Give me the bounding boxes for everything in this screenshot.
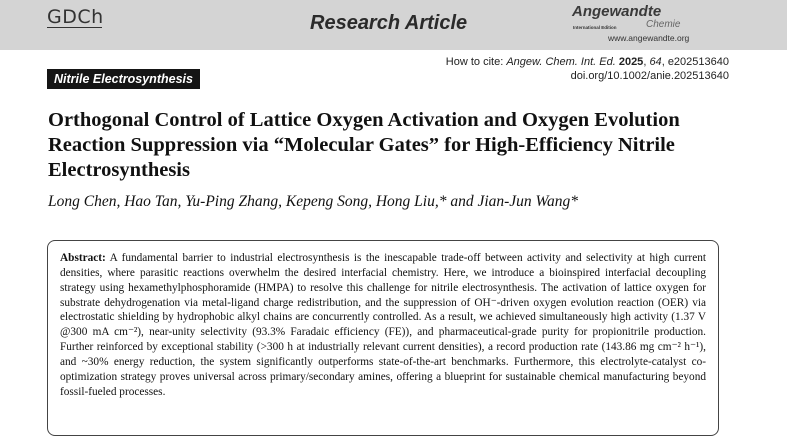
cite-sep: , bbox=[661, 56, 668, 68]
article-type-heading: Research Article bbox=[310, 12, 468, 34]
cite-volume: 64 bbox=[649, 56, 662, 68]
journal-name: Angewandte bbox=[572, 3, 662, 20]
cite-year: 2025 bbox=[618, 56, 644, 68]
journal-edition: International Edition bbox=[573, 25, 617, 30]
cite-sep: , bbox=[643, 56, 650, 68]
publisher-logo[interactable]: GDCh bbox=[47, 6, 104, 28]
abstract-text: A fundamental barrier to industrial electrosynthesis is the inescapable trade-off between activity and selectivity at high current densities, where parasitic reactions overwhelm the desired interfacial chemistry. Here, we introduce a bioinspired interfacial decoupling strategy using hexamethylphosphoramide (HMPA) to resolve this challenge for nitrile electrosynthesis. The activation of lattice oxygen for substrate dehydrogenation via metal-ligand charge redistribution, and the suppression of OH⁻-driven oxygen evolution reaction (OER) via electrostatic shielding by hydrophobic alkyl chains are concurrently controlled. As a result, we achieved simultaneously high activity (1.37 V @300 mA cm⁻²), near-unity selectivity (93.3% Faradaic efficiency (FE)), and pharmaceutical-grade purity for propionitrile production. Further reinforced by exceptional stability (>300 h at industrially relevant current densities), a record production rate (143.86 mg cm⁻² h⁻¹), and ~30% energy reduction, the system significantly outperforms state-of-the-art benchmarks. Furthermore, this electrolyte-catalyst co-optimization strategy proves universal across primary/secondary amines, offering a blueprint for sustainable chemical manufacturing beyond fossil-fueled processes. bbox=[60, 252, 706, 398]
author-list[interactable]: Long Chen, Hao Tan, Yu-Ping Zhang, Kepeng Song, Hong Liu,* and Jian-Jun Wang* bbox=[48, 193, 579, 210]
paper-title: Orthogonal Control of Lattice Oxygen Activation and Oxygen Evolution Reaction Suppression via “Molecular Gates” for High-Efficiency Nitrile Electrosynthesis bbox=[48, 109, 680, 181]
cite-journal: Angew. Chem. Int. Ed. bbox=[506, 56, 616, 68]
abstract-label: Abstract: bbox=[60, 252, 106, 264]
journal-subtitle: Chemie bbox=[646, 19, 681, 30]
section-label: Nitrile Electrosynthesis bbox=[47, 69, 200, 89]
journal-header-bar bbox=[0, 0, 787, 50]
citation-block bbox=[446, 55, 729, 83]
abstract-box bbox=[47, 240, 719, 436]
journal-logo[interactable] bbox=[572, 3, 722, 47]
cite-article-number: e202513640 bbox=[667, 56, 729, 68]
journal-url-link[interactable]: www.angewandte.org bbox=[608, 33, 690, 43]
doi-link[interactable]: doi.org/10.1002/anie.202513640 bbox=[570, 70, 729, 82]
how-to-cite-label: How to cite: bbox=[445, 56, 504, 68]
how-to-cite-line bbox=[446, 55, 729, 69]
